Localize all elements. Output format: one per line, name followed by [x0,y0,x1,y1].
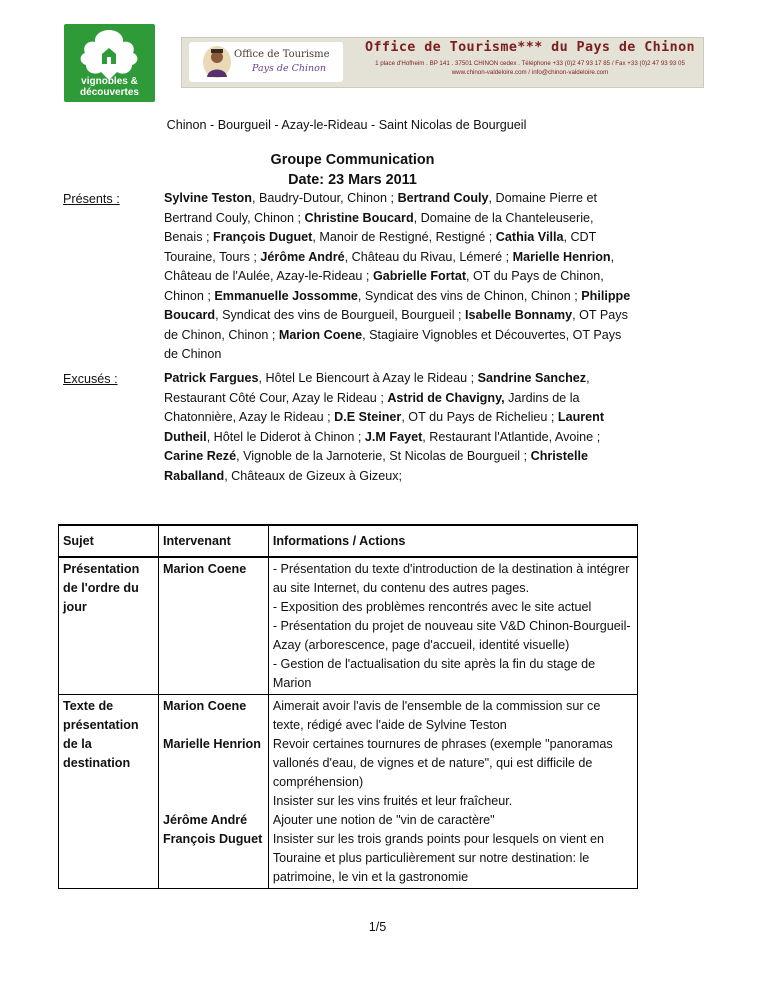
person-affiliation: , Hôtel le Diderot à Chinon ; [206,429,365,444]
ot-logo-line2: Pays de Chinon [252,63,326,74]
page-number: 1/5 [368,920,387,934]
person-name: Marion Coene [278,327,363,342]
actions-table [58,524,638,889]
person-affiliation: , OT du Pays de Chinon, Chinon ; [164,269,604,303]
excuses-label: Excusés : [63,372,118,386]
person-affiliation: , Domaine Pierre et Bertrand Couly, Chinon ; [164,191,598,225]
person-affiliation: , OT Pays de Chinon, Chinon ; [164,308,628,342]
info-line: Insister sur les vins fruités et leur fraîcheur. [272,794,513,808]
person-affiliation: , OT du Pays de Richelieu ; [401,410,558,424]
document-title [0,150,705,190]
person-affiliation: , Manoir de Restigné, Restigné ; [312,230,496,244]
person-affiliation: , Restaurant Côté Cour, Azay le Rideau ; [164,371,590,405]
person-name: Sylvine Teston [164,191,252,205]
presents-list [164,189,634,365]
person-affiliation: , Syndicat des vins de Chinon, Chinon ; [357,288,582,303]
presents-label: Présents : [63,192,120,206]
doc-date: Date: 23 Mars 2011 [288,172,417,188]
vd-logo-text-1: vignobles & [81,76,138,87]
person-name: Cathia Villa [495,230,564,244]
person-affiliation: Jardins de la Chatonnière, Azay le Rideau ; [164,390,580,424]
intervenant-name: Marion Coene [162,699,247,713]
person-name: Gabrielle Fortat [372,269,467,283]
table-row [59,695,638,889]
info-line: - Présentation du projet de nouveau site V&D Chinon-Bourgueil-Azay (arborescence, page d'accueil, identité visuelle) [272,619,631,652]
ot-logo-line1: Office de Tourisme [234,49,330,60]
row-info [268,695,637,889]
header-title: Office de Tourisme*** du Pays de Chinon [364,40,695,55]
person-name: Marielle Henrion [512,249,611,264]
intervenant-name: Jérôme André [162,813,248,827]
info-line: Revoir certaines tournures de phrases (exemple "panoramas vallonés d'eau, de vignes et de nature", qui est difficile de compréhension) [272,737,613,789]
person-name: Christine Boucard [304,210,414,225]
person-name: D.E Steiner [334,410,402,424]
intervenant-name: Marielle Henrion [162,737,261,751]
person-affiliation: , Château du Rivau, Lémeré ; [344,249,513,264]
person-name: Bertrand Couly [397,191,489,205]
table-header-row [59,525,638,557]
person-name: Carine Rezé [164,449,237,463]
info-line: - Présentation du texte d'introduction de la destination à intégrer au site Internet, du contenu des autres pages. [272,562,630,595]
vd-logo-text-2: découvertes [80,87,139,98]
person-name: Jérôme André [260,249,345,264]
info-line: Aimerait avoir l'avis de l'ensemble de la commission sur ce texte, rédigé avec l'aide de Sylvine Teston [272,699,601,732]
person-name: Sandrine Sanchez [477,371,587,385]
header-informations: Informations / Actions [268,525,637,557]
row-intervenants [158,695,268,889]
intervenant-name: François Duguet [162,832,263,846]
person-affiliation: , Hôtel Le Biencourt à Azay le Rideau ; [258,371,478,385]
info-line: - Exposition des problèmes rencontrés avec le site actuel [272,600,592,614]
intervenant-spacer [163,754,264,773]
intervenant-spacer [163,792,264,811]
person-name: François Duguet [213,230,313,244]
person-name: Patrick Fargues [164,371,259,385]
header-sujet: Sujet [59,525,159,557]
header-website: www.chinon-valdeloire.com / info@chinon-valdeloire.com [451,69,609,76]
person-affiliation: , Domaine de la Chanteleuserie, Benais ; [164,210,594,244]
person-affiliation: , Restaurant l'Atlantide, Avoine ; [422,429,601,444]
header-address: 1 place d'Hofheim . BP 141 . 37501 CHINON cedex . Téléphone +33 (0)2 47 93 17 85 / Fax +33 (0)2 47 93 93 05 [375,60,685,67]
person-name: Laurent Dutheil [164,410,605,444]
vignobles-decouvertes-logo [64,24,155,102]
table-row [59,557,638,695]
row-info [268,557,637,695]
person-affiliation: , Châteaux de Gizeux à Gizeux; [224,468,402,483]
info-line: Ajouter une notion de "vin de caractère" [272,813,495,827]
person-affiliation: , Baudry-Dutour, Chinon ; [251,191,398,205]
person-name: Christelle Raballand [164,449,589,483]
person-affiliation: , CDT Touraine, Tours ; [164,230,597,264]
row-intervenant: Marion Coene [158,557,268,695]
person-affiliation: , Syndicat des vins de Bourgueil, Bourgueil ; [215,308,466,322]
person-affiliation: , Vignoble de la Jarnoterie, St Nicolas de Bourgueil ; [236,449,531,463]
person-affiliation: , Stagiaire Vignobles et Découvertes, OT Pays de Chinon [164,327,622,361]
person-name: Philippe Boucard [164,288,631,322]
excuses-list [164,369,634,486]
row-sujet: Présentation de l'ordre du jour [59,557,159,695]
intervenant-spacer [163,716,264,735]
towns-line: Chinon - Bourgueil - Azay-le-Rideau - Saint Nicolas de Bourgueil [166,118,527,132]
person-name: Isabelle Bonnamy [465,308,573,322]
info-line: Insister sur les trois grands points pour lesquels on vient en Touraine et plus particulièrement sur notre destination: le patrimoine, le vin et la gastronomie [272,832,604,884]
person-name: J.M Fayet [364,429,423,444]
rabelais-portrait-icon [202,45,232,79]
header-intervenant: Intervenant [158,525,268,557]
row-sujet: Texte de présentation de la destination [59,695,159,889]
doc-title: Groupe Communication [270,152,435,168]
info-line: - Gestion de l'actualisation du site après la fin du stage de Marion [272,657,596,690]
person-affiliation: , Château de l'Aulée, Azay-le-Rideau ; [164,249,615,283]
intervenant-spacer [163,773,264,792]
person-name: Astrid de Chavigny, [387,390,505,405]
person-name: Emmanuelle Jossomme [214,288,358,303]
